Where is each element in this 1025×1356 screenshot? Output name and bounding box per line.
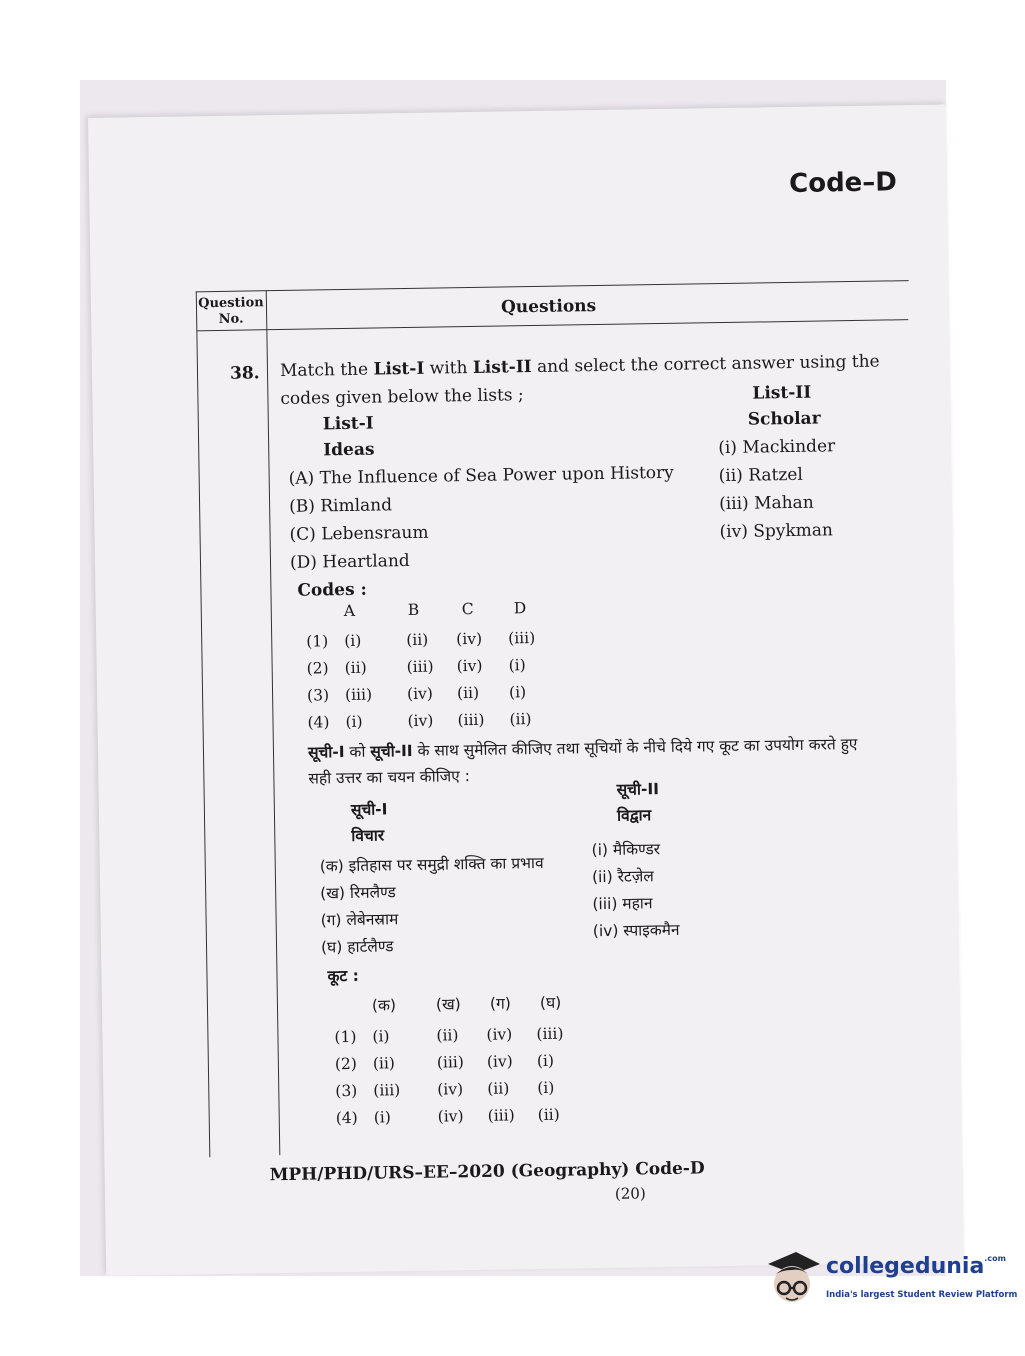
brand-name: collegedunia$^{.com}$ — [826, 1254, 1006, 1279]
questions-header: Questions — [500, 296, 597, 318]
codes-label-hi: कूट : — [327, 966, 359, 986]
list2-title-hi: सूची-II — [616, 780, 660, 799]
list2-item-en: (ii) Ratzel — [718, 464, 804, 487]
list1-title-hi: सूची-I — [350, 800, 388, 819]
list1-item-en: (A) The Influence of Sea Power upon History — [288, 462, 674, 489]
footer-code: MPH/PHD/URS–EE–2020 (Geography) Code-D — [269, 1158, 705, 1186]
exam-page: Code–D Question No. Questions 38. Match the List-I with List-II and select the correct answer using the codes given below the lists ; List-I Ideas List-II Scholar (A) The Influence of Sea Power upon History (B) Rimland (C) Lebensraum (D) Heartland (i) Mackinder (ii) Ratzel (iii) Mahan (iv) Spykman Codes : A B C D (1) (i) (ii) (iv) (iii) (2) (ii) (iii) (iv) (i) (3) (iii) (iv) (ii) (i) (4) (i) (iv) (iii) (ii) सूची-I को सूची-II के साथ सुमेलित कीजिए तथा सूचियों के नीचे दिये गए कूट का उपयोग करते हुए सही उत्तर का चयन कीजिए : सूची-I विचार सूची-II विद्वान (क) इतिहास पर समुद्री शक्ति का प्रभाव (ख) रिमलैण्ड (ग) लेबेनस्राम (घ) हार्टलैण्ड (i) मैकिण्डर (ii) रैटज़ेल (iii) महान (iv) स्पाइकमैन कूट : (क) (ख) (ग) (घ) (1) (i) (ii) (iv) (iii) (2) (ii) (iii) (iv) (i) (3) (iii) (iv) (ii) (i) (4) (i) (iv) (iii) (ii) MPH/PHD/URS–EE–2020 (Geography) Code-D (20) — [88, 105, 964, 1276]
page-code: Code–D — [788, 167, 898, 199]
list2-item-hi: (iv) स्पाइकमैन — [592, 920, 680, 941]
list1-subtitle-en: Ideas — [323, 439, 375, 461]
mascot-icon — [762, 1244, 822, 1314]
list2-subtitle-hi: विद्वान — [616, 806, 652, 825]
question-number: 38. — [229, 363, 260, 384]
list1-item-hi: (क) इतिहास पर समुद्री शक्ति का प्रभाव — [319, 853, 544, 876]
page-number: (20) — [614, 1184, 646, 1203]
list1-item-hi: (ख) रिमलैण्ड — [320, 883, 396, 903]
list2-item-hi: (i) मैकिण्डर — [591, 840, 661, 860]
list1-subtitle-hi: विचार — [351, 826, 385, 845]
brand-tagline: India's largest Student Review Platform — [826, 1290, 1018, 1300]
question-no-header: Question No. — [198, 295, 264, 327]
list2-subtitle-en: Scholar — [747, 408, 821, 430]
question-intro-hi: सूची-I को सूची-II के साथ सुमेलित कीजिए तथा सूचियों के नीचे दिये गए कूट का उपयोग करते हुए — [307, 734, 858, 762]
list1-title-en: List-I — [322, 413, 374, 435]
list2-item-hi: (ii) रैटज़ेल — [591, 867, 654, 887]
collegedunia-logo — [762, 1244, 1018, 1314]
list2-item-hi: (iii) महान — [592, 894, 653, 914]
list1-item-hi: (ग) लेबेनस्राम — [320, 910, 399, 930]
list1-item-hi: (घ) हार्टलैण्ड — [320, 937, 394, 957]
list1-item-en: (B) Rimland — [288, 495, 393, 517]
question-intro-en: Match the List-I with List-II and select the correct answer using the — [279, 351, 880, 382]
list2-title-en: List-II — [752, 382, 812, 404]
list1-item-en: (D) Heartland — [289, 551, 410, 573]
list1-item-en: (C) Lebensraum — [289, 522, 429, 545]
list2-item-en: (iii) Mahan — [718, 492, 814, 515]
codes-label-en: Codes : — [297, 579, 367, 601]
list2-item-en: (i) Mackinder — [718, 436, 836, 459]
list2-item-en: (iv) Spykman — [719, 520, 834, 543]
question-intro-hi-line2: सही उत्तर का चयन कीजिए : — [308, 767, 471, 788]
question-intro-en-line2: codes given below the lists ; — [280, 385, 524, 410]
